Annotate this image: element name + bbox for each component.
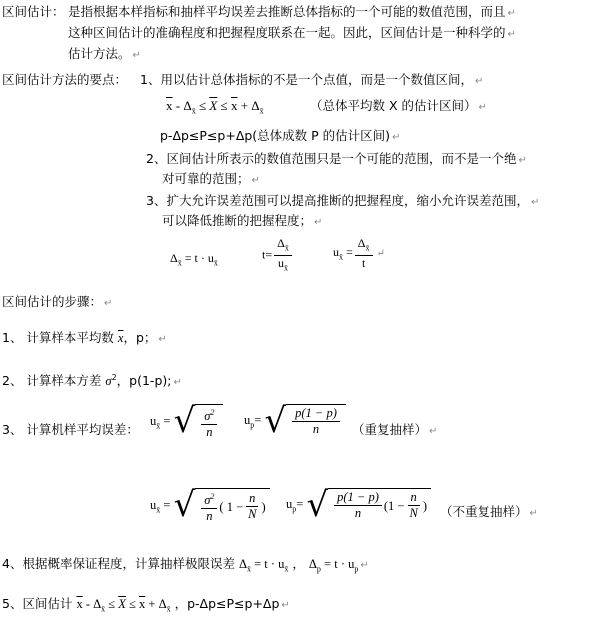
steps-heading: 区间估计的步骤： ↵ <box>2 294 113 309</box>
formula-proportion-interval: p-Δp≤P≤p+Δp(总体成数 P 的估计区间) ↵ <box>160 128 401 143</box>
definition-line-1: 是指根据本样指标和抽样平均误差去推断总体指标的一个可能的数值范围，而且 ↵ <box>68 4 516 19</box>
method-point-2-line-2: 对可靠的范围； ↵ <box>162 171 260 186</box>
method-point-2-line-1: 2、区间估计所表示的数值范围只是一个可能的范围，而不是一个绝 ↵ <box>146 151 527 166</box>
method-point-3-line-1: 3、扩大允许误差范围可以提高推断的把握程度，缩小允许误差范围， ↵ <box>146 193 540 208</box>
step-5: 5、区间估计 $\overline{x} - \Delta_{x̄} \le \overline{X} \le \overline{x} + \Delta_{x̄}$ ，p-Δp≤P≤p+Δp ↵ <box>2 596 290 614</box>
formula-prop-error-repeat: $u_p=$ √ $\frac{p(1 - p)}{n}$ <box>244 404 346 438</box>
step-4: 4、根据概率保证程度，计算抽样极限误差 $\Delta_{x̄} = t \cdot u_{x̄}$ ， $\Delta_p = t \cdot u_p$ ↵ <box>2 556 369 574</box>
method-point-1: 1、用以估计总体指标的不是一个点值，而是一个数值区间， ↵ <box>140 72 484 87</box>
repeat-sampling-note: （重复抽样） ↵ <box>352 422 438 437</box>
step-1: 1、 计算样本平均数 $\overline{x}$，p； ↵ <box>2 330 167 345</box>
formula-mean-interval: $\overline{x} - \Delta_{x̄} \le \overline{X} \le \overline{x} + \Delta_{x̄}$ <box>166 98 264 116</box>
formula-mean-note: （总体平均数 X 的估计区间） ↵ <box>310 98 487 113</box>
definition-line-2: 这种区间估计的准确程度和把握程度联系在一起。因此，区间估计是一种科学的 ↵ <box>68 25 516 40</box>
formula-mean-error-nonrepeat: $u_{x̄}$ = √ $\frac{\sigma^2}{n}$ ( 1 − $\frac{n}{N}$ ) <box>150 488 270 524</box>
step-2: 2、 计算样本方差 $\sigma^2$，p(1-p); ↵ <box>2 373 182 389</box>
formula-delta: $\Delta_{x̄} = t \cdot u_{x̄}$ <box>170 251 218 268</box>
definition-label: 区间估计： <box>2 4 65 19</box>
formula-u: $u_{x̄}$ = $\frac{\Delta_{x̄}}{t}$ ↵ <box>333 236 385 271</box>
formula-prop-error-nonrepeat: $u_p=$ √ $\frac{p(1 - p)}{n}$ (1 − $\frac{n}{N}$ ) <box>286 488 431 522</box>
formula-mean-error-repeat: $u_{x̄}$ = √ $\frac{\sigma^2}{n}$ <box>150 404 223 440</box>
step-3-label: 3、 计算机样平均误差： <box>2 422 139 437</box>
nonrepeat-sampling-note: （不重复抽样） ↵ <box>440 504 538 519</box>
definition-line-3: 估计方法。 ↵ <box>68 46 141 61</box>
formula-t: t= $\frac{\Delta_{x̄}}{u_{x̄}}$ <box>262 236 294 276</box>
method-point-3-line-2: 可以降低推断的把握程度； ↵ <box>162 213 323 228</box>
method-label: 区间估计方法的要点： <box>2 72 128 87</box>
